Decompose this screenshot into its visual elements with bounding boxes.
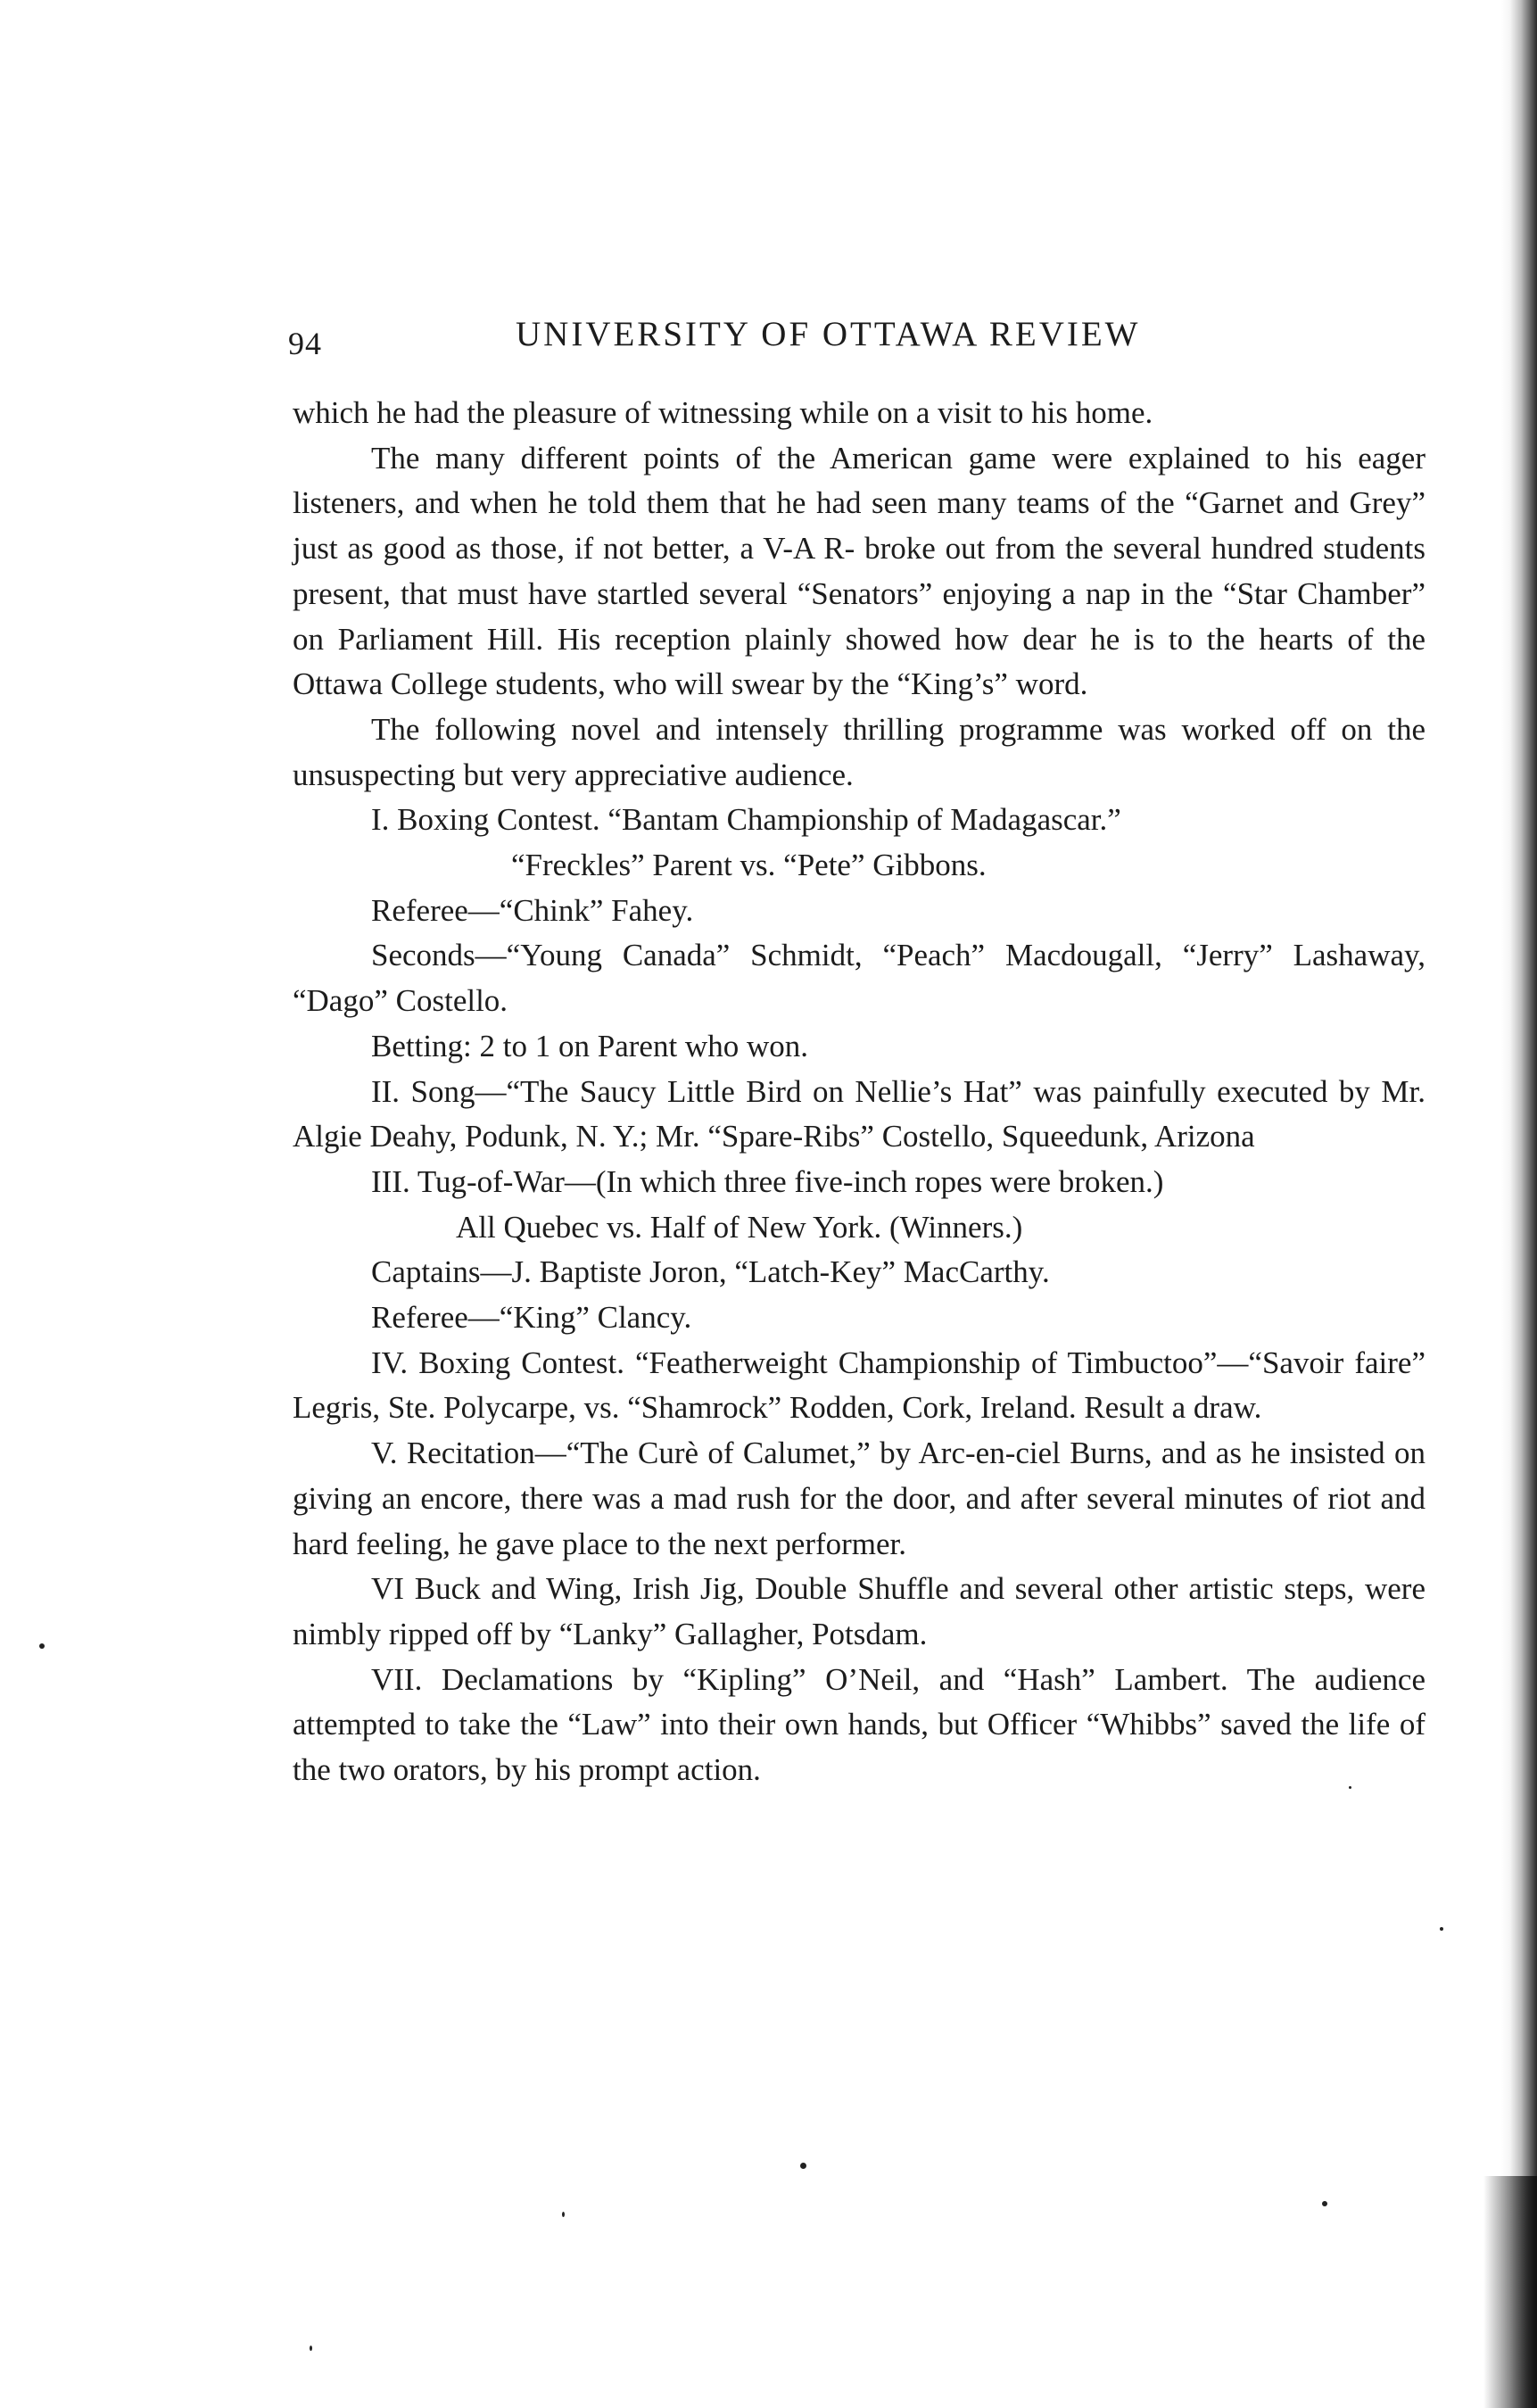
programme-item-3-teams: All Quebec vs. Half of New York. (Winners.)	[456, 1209, 1023, 1245]
programme-item-1-contestants: “Freckles” Parent vs. “Pete” Gibbons.	[511, 848, 987, 883]
print-speck	[562, 2212, 565, 2217]
programme-item-5: V. Recitation—“The Curè of Calumet,” by Arc-en-ciel Burns, and as he insisted on giving an encore, there was a mad rush for the door, and after several minutes of riot and hard feeling, he gave place to the next performer.	[293, 1436, 1425, 1561]
programme-item-1: I. Boxing Contest. “Bantam Championship of Madagascar.”	[371, 802, 1121, 838]
running-head	[288, 314, 1430, 368]
programme-item-6: VI Buck and Wing, Irish Jig, Double Shuffle and several other artistic steps, were nimbly ripped off by “Lanky” Gallagher, Potsdam.	[293, 1571, 1425, 1651]
article-body	[293, 391, 1425, 1793]
page-number: 94	[288, 326, 322, 361]
page-binding-shadow	[1483, 2176, 1537, 2408]
print-speck	[310, 2346, 312, 2351]
journal-title: UNIVERSITY OF OTTAWA REVIEW	[516, 315, 1141, 353]
paragraph-continuation: which he had the pleasure of witnessing while on a visit to his home.	[293, 395, 1153, 430]
programme-item-7: VII. Declamations by “Kipling” O’Neil, and “Hash” Lambert. The audience attempted to take the “Law” into their own hands, but Officer “Whibbs” saved the life of the two orators, by his prompt action.	[293, 1661, 1425, 1788]
programme-item-3-referee: Referee—“King” Clancy.	[371, 1300, 692, 1336]
print-speck	[1322, 2201, 1327, 2206]
print-speck	[800, 2163, 806, 2169]
print-speck	[1440, 1927, 1443, 1931]
print-speck	[1349, 1786, 1351, 1789]
programme-item-4: IV. Boxing Contest. “Featherweight Championship of Timbuctoo”—“Savoir faire” Legris, Ste. Polycarpe, vs. “Shamrock” Rodden, Cork, Ireland. Result a draw.	[293, 1345, 1425, 1426]
programme-item-1-referee: Referee—“Chink” Fahey.	[371, 892, 694, 928]
print-speck	[39, 1643, 45, 1649]
programme-item-3: III. Tug-of-War—(In which three five-inch ropes were broken.)	[371, 1163, 1164, 1199]
page-binding-edge	[1501, 0, 1537, 2408]
programme-item-2: II. Song—“The Saucy Little Bird on Nellie’s Hat” was painfully executed by Mr. Algie Deahy, Podunk, N. Y.; Mr. “Spare-Ribs” Costello, Squeedunk, Arizona	[293, 1073, 1425, 1154]
programme-item-1-seconds: Seconds—“Young Canada” Schmidt, “Peach” Macdougall, “Jerry” Lashaway, “Dago” Costello.	[293, 938, 1425, 1019]
programme-item-3-captains: Captains—J. Baptiste Joron, “Latch-Key” MacCarthy.	[371, 1254, 1050, 1290]
programme-item-1-betting: Betting: 2 to 1 on Parent who won.	[371, 1028, 808, 1063]
paragraph-programme-intro: The following novel and intensely thrilling programme was worked off on the unsuspecting but very appreciative audience.	[293, 711, 1425, 792]
paragraph-american-game: The many different points of the American game were explained to his eager listeners, and when he told them that he had seen many teams of the “Garnet and Grey” just as good as those, if not better, a V-A R- broke out from the several hundred students present, that must have startled several “Senators” enjoying a nap in the “Star Chamber” on Parliament Hill. His reception plainly showed how dear he is to the hearts of the Ottawa College students, who will swear by the “King’s” word.	[293, 440, 1425, 702]
